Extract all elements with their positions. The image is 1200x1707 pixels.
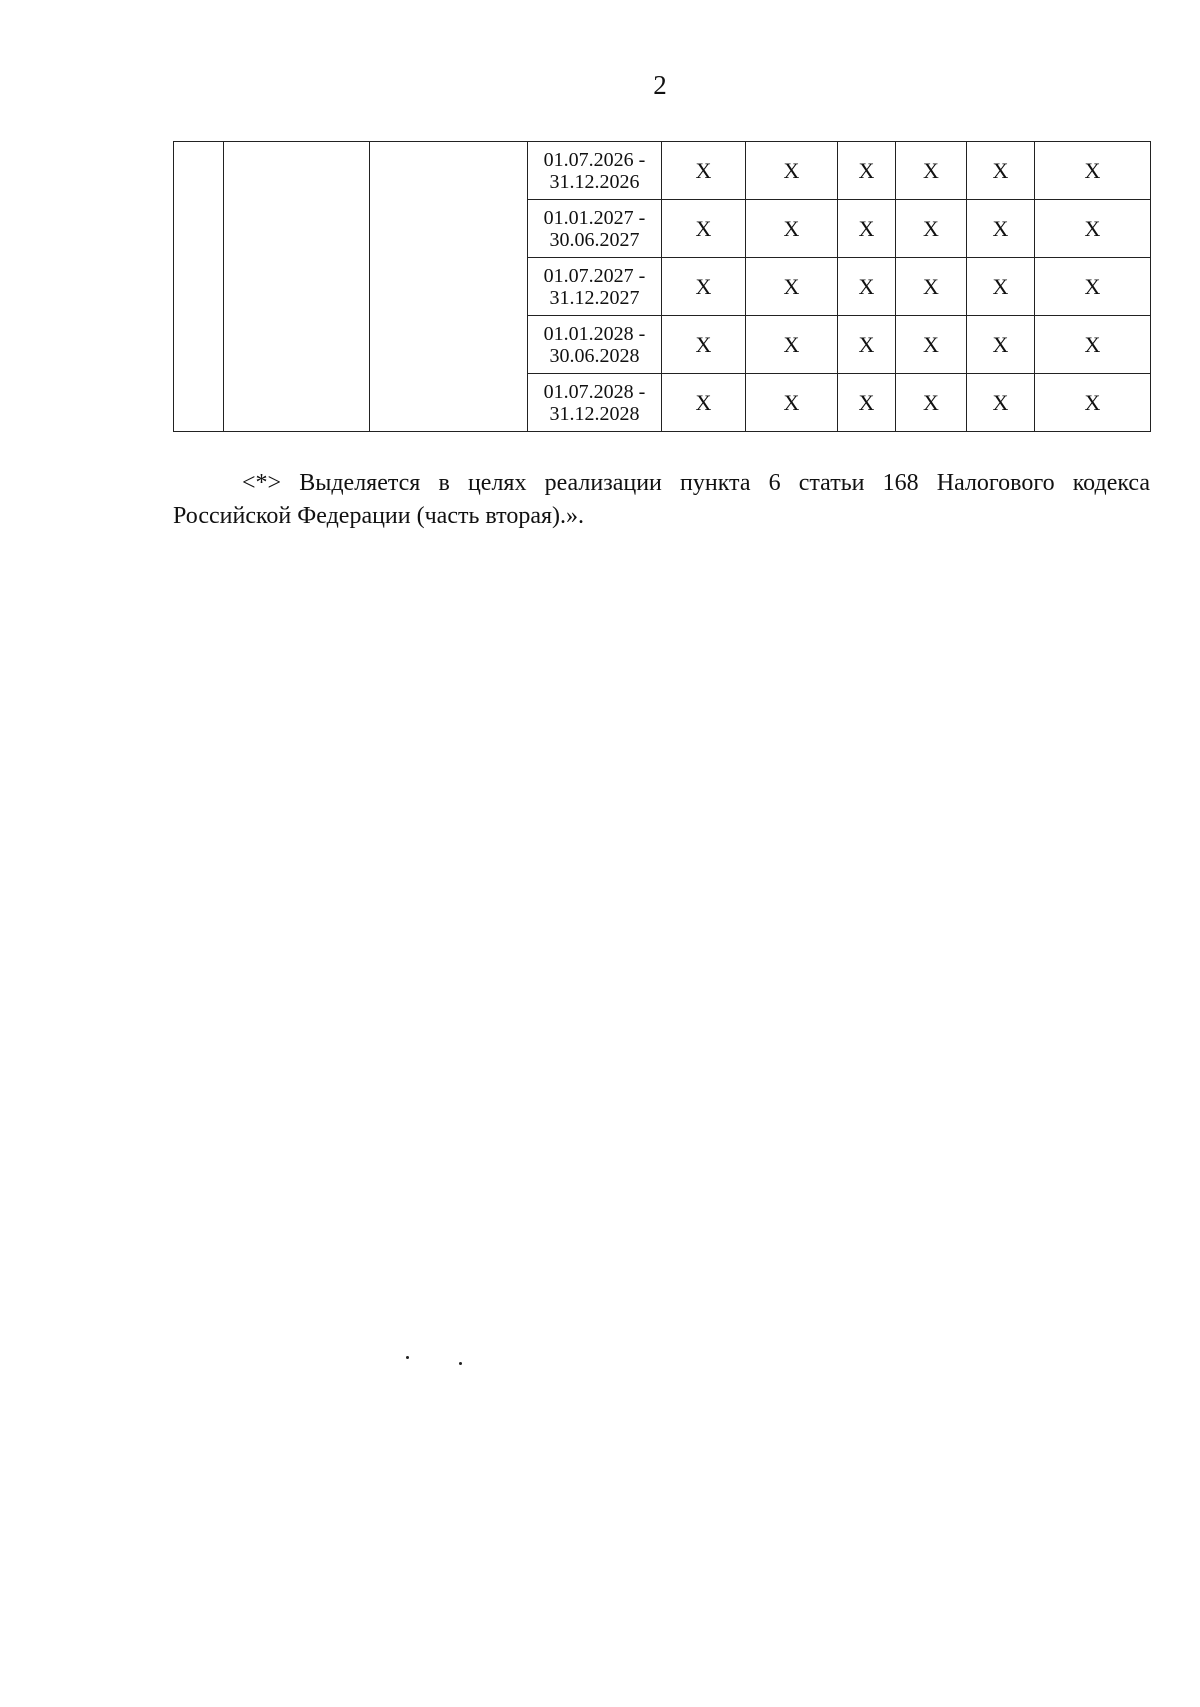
- value-cell: Х: [967, 200, 1035, 258]
- period-cell: [528, 142, 662, 200]
- value-cell: Х: [1035, 316, 1151, 374]
- period-start: 01.07.2027 -: [543, 264, 646, 287]
- value-cell: Х: [746, 200, 838, 258]
- period-start: 01.01.2027 -: [543, 206, 646, 229]
- value-cell: Х: [662, 316, 746, 374]
- value-cell: Х: [896, 142, 967, 200]
- period-end: 31.12.2026: [549, 170, 640, 193]
- table-row: [174, 142, 1151, 200]
- value-cell: Х: [896, 316, 967, 374]
- value-cell: Х: [896, 374, 967, 432]
- period-start: 01.07.2026 -: [543, 148, 646, 171]
- period-end: 30.06.2027: [549, 228, 640, 251]
- table-body: [174, 142, 1151, 432]
- period-cell: [528, 316, 662, 374]
- scan-speck: [459, 1362, 462, 1365]
- number-cell: [174, 142, 224, 432]
- value-cell: Х: [967, 142, 1035, 200]
- value-cell: Х: [838, 258, 896, 316]
- value-cell: Х: [967, 316, 1035, 374]
- value-cell: Х: [1035, 258, 1151, 316]
- period-cell: [528, 258, 662, 316]
- value-cell: Х: [838, 200, 896, 258]
- value-cell: Х: [838, 374, 896, 432]
- value-cell: Х: [662, 374, 746, 432]
- period-start: 01.07.2028 -: [543, 380, 646, 403]
- period-cell: [528, 200, 662, 258]
- scan-speck: [406, 1356, 409, 1359]
- name-cell: [224, 142, 370, 432]
- value-cell: Х: [838, 142, 896, 200]
- period-start: 01.01.2028 -: [543, 322, 646, 345]
- value-cell: Х: [746, 258, 838, 316]
- value-cell: Х: [746, 374, 838, 432]
- page-number: 2: [653, 70, 667, 100]
- value-cell: Х: [746, 142, 838, 200]
- allocation-table: [173, 141, 1151, 432]
- value-cell: Х: [896, 258, 967, 316]
- value-cell: Х: [896, 200, 967, 258]
- period-end: 31.12.2027: [549, 286, 640, 309]
- description-cell: [370, 142, 528, 432]
- value-cell: Х: [662, 258, 746, 316]
- value-cell: Х: [1035, 142, 1151, 200]
- value-cell: Х: [1035, 374, 1151, 432]
- period-end: 31.12.2028: [549, 402, 640, 425]
- value-cell: Х: [662, 200, 746, 258]
- value-cell: Х: [967, 258, 1035, 316]
- period-cell: [528, 374, 662, 432]
- value-cell: Х: [746, 316, 838, 374]
- value-cell: Х: [1035, 200, 1151, 258]
- value-cell: Х: [662, 142, 746, 200]
- footnote: <*> Выделяется в целях реализации пункта 6 статьи 168 Налогового кодекса Российской Федерации (часть вторая).».: [173, 470, 1150, 529]
- value-cell: Х: [967, 374, 1035, 432]
- period-end: 30.06.2028: [549, 344, 640, 367]
- value-cell: Х: [838, 316, 896, 374]
